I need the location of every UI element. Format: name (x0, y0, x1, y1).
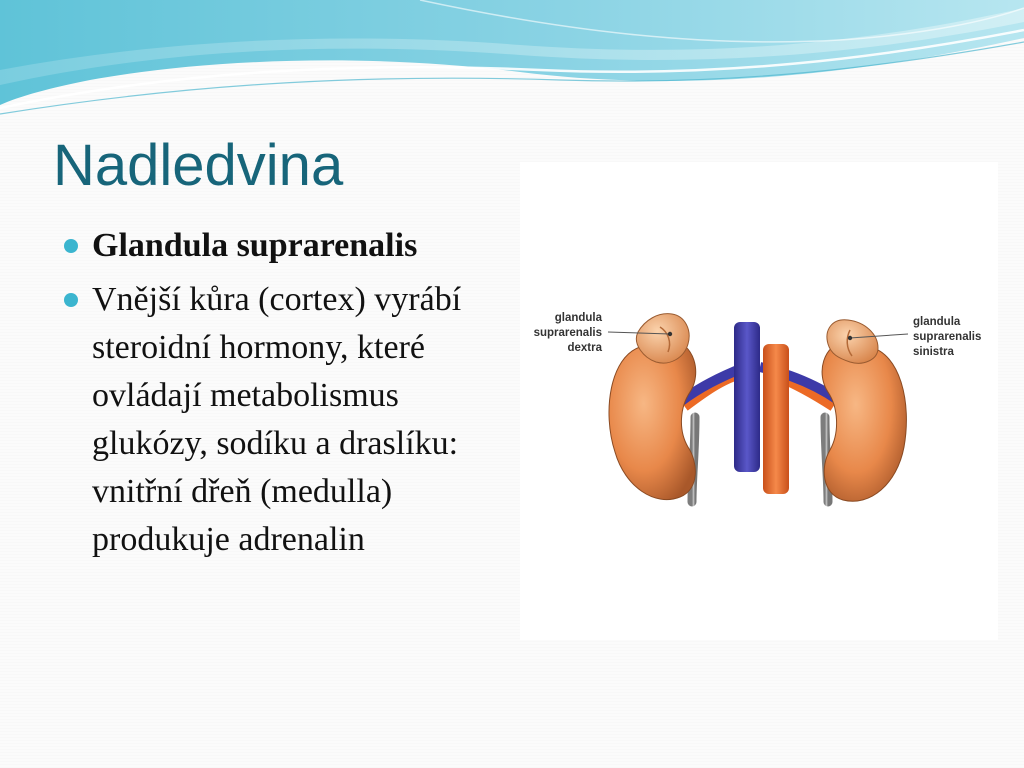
header-wave-decoration (0, 0, 1024, 130)
kidneys-diagram (520, 162, 998, 640)
kidney-left (822, 340, 906, 501)
slide-title: Nadledvina (53, 133, 344, 198)
bullet-item-cortex (62, 276, 512, 564)
bullet-text: Glandula suprarenalis (92, 227, 418, 264)
kidney-right (609, 340, 696, 500)
aorta (763, 344, 789, 494)
bullet-dot-icon (64, 293, 78, 307)
label-right-line2: suprarenalis (913, 331, 982, 343)
label-left-line3: dextra (567, 342, 602, 354)
label-right-line1: glandula (913, 316, 961, 328)
label-left-line2: suprarenalis (533, 327, 602, 339)
bullet-text: Vnější kůra (cortex) vyrábí steroidní hormony, které ovládají metabolismus glukózy, sodíku a draslíku: vnitřní dřeň (medulla) produkuje adrenalin (92, 281, 462, 558)
vena-cava (734, 322, 760, 472)
bullet-list (62, 222, 512, 570)
adrenal-gland-illustration (520, 162, 998, 640)
bullet-item-glandula (62, 222, 512, 270)
label-right-line3: sinistra (913, 346, 954, 358)
bullet-dot-icon (64, 239, 78, 253)
label-left-line1: glandula (554, 312, 602, 324)
